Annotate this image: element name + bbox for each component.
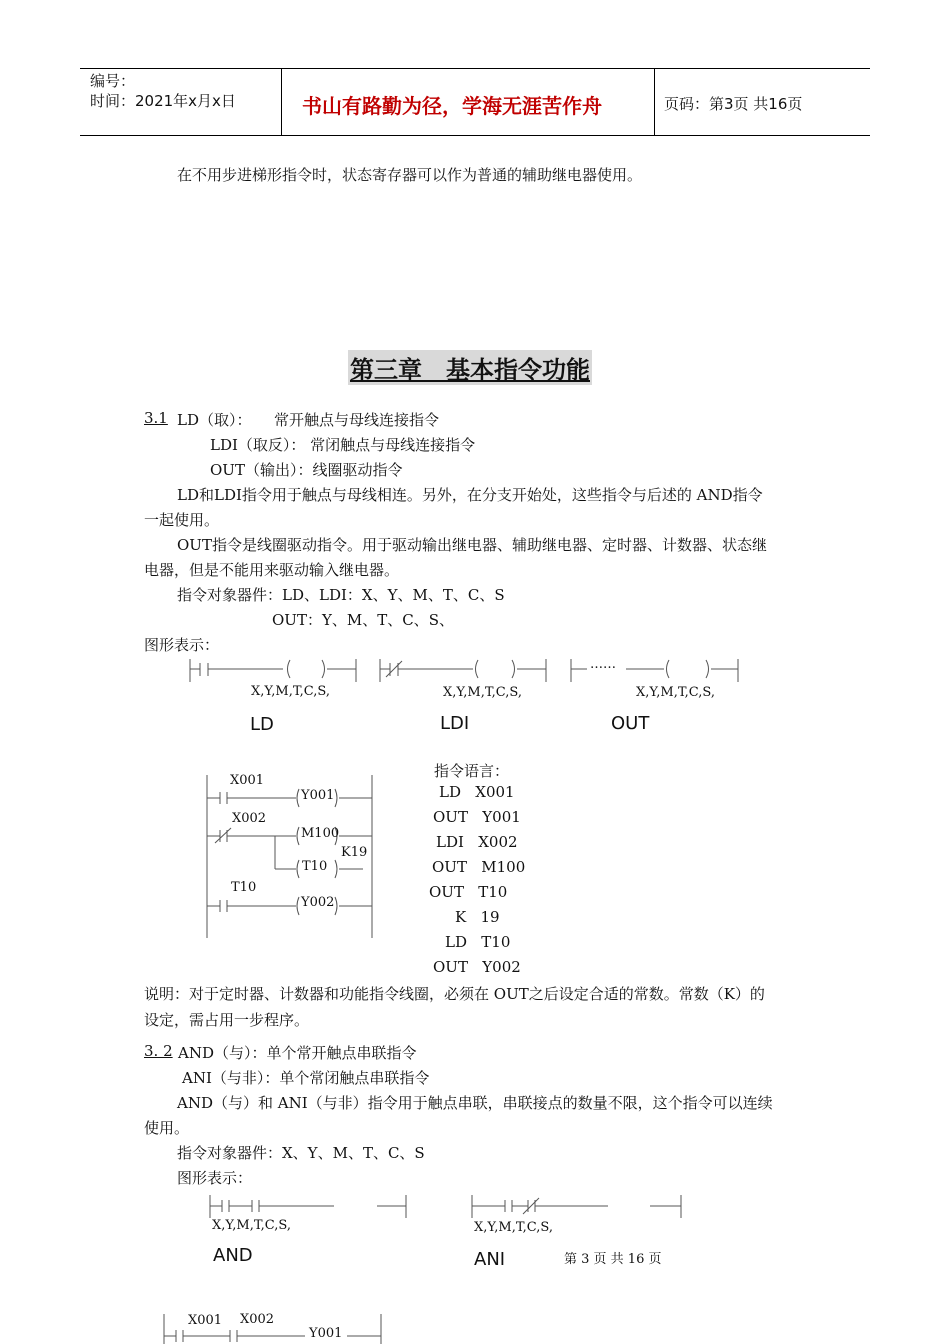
code-line: OUT Y001	[433, 808, 521, 826]
paragraph-ld-ldi-a: LD和LDI指令用于触点与母线相连。另外，在分支开始处，这些指令与后述的 AND指令	[177, 486, 763, 504]
ldi-symbol-name: LDI	[440, 713, 470, 734]
ani-symbol-label: X,Y,M,T,C,S,	[474, 1220, 553, 1235]
ld-symbol-name: LD	[250, 714, 274, 735]
ladder2-x002: X002	[240, 1312, 275, 1327]
and-symbol-label: X,Y,M,T,C,S,	[212, 1218, 291, 1233]
header-motto: 书山有路勤为径，学海无涯苦作舟	[302, 94, 602, 118]
paragraph-out-a: OUT指令是线圈驱动指令。用于驱动输出继电器、辅助继电器、定时器、计数器、状态继	[177, 536, 767, 554]
code-line: OUT Y002	[433, 958, 521, 976]
paragraph-and-ani-a: AND（与）和 ANI（与非）指令用于触点串联，串联接点的数量不限，这个指令可以连续	[177, 1094, 773, 1112]
section-3-1-ld: LD（取）： 常开触点与母线连接指令	[177, 411, 439, 429]
section-3-2-number: 3. 2	[144, 1042, 173, 1060]
ladder-y001: Y001	[301, 788, 335, 803]
ladder2-y001: Y001	[309, 1326, 343, 1341]
graphic-label-3-1: 图形表示：	[144, 636, 220, 654]
ladder-m100: M100	[301, 826, 340, 841]
note-b: 设定，需占用一步程序。	[144, 1011, 310, 1029]
section-3-2-and: AND（与）：单个常开触点串联指令	[178, 1044, 417, 1062]
header-time: 时间：2021年x月x日	[90, 92, 236, 110]
targets-out: OUT：Y、M、T、C、S、	[272, 611, 454, 629]
out-symbol-label: X,Y,M,T,C,S,	[636, 685, 715, 700]
ladder2-x001: X001	[188, 1313, 223, 1328]
paragraph-and-ani-b: 使用。	[144, 1119, 190, 1137]
ladder-t10: T10	[231, 880, 257, 895]
note-a: 说明：对于定时器、计数器和功能指令线圈，必须在 OUT之后设定合适的常数。常数（K）的	[144, 985, 765, 1003]
code-line: LD X001	[439, 783, 515, 801]
code-line: OUT T10	[429, 883, 508, 901]
ladder-t10-coil: T10	[302, 859, 328, 874]
section-3-1-ldi: LDI（取反）： 常闭触点与母线连接指令	[210, 436, 476, 454]
section-3-1-number: 3.1	[144, 409, 168, 427]
targets-and-ani: 指令对象器件：X、Y、M、T、C、S	[177, 1144, 425, 1162]
ladder-x002: X002	[232, 811, 267, 826]
paragraph-out-b: 电器，但是不能用来驱动输入继电器。	[144, 561, 400, 579]
ld-symbol-label: X,Y,M,T,C,S,	[251, 684, 330, 699]
header-number: 编号：	[90, 72, 136, 90]
out-symbol-dots: ……	[590, 657, 616, 672]
code-line: K 19	[455, 908, 500, 926]
out-symbol-name: OUT	[611, 713, 650, 734]
section-3-1-out: OUT（输出）：线圈驱动指令	[210, 461, 403, 479]
section-3-2-ani: ANI（与非）：单个常闭触点串联指令	[182, 1069, 430, 1087]
chapter-title: 第三章 基本指令功能	[348, 350, 592, 385]
ladder-y002: Y002	[301, 895, 335, 910]
intro-paragraph: 在不用步进梯形指令时，状态寄存器可以作为普通的辅助继电器使用。	[177, 166, 643, 184]
code-title: 指令语言：	[434, 762, 510, 780]
and-symbol-name: AND	[213, 1245, 253, 1266]
page-footer: 第 3 页 共 16 页	[564, 1252, 662, 1267]
code-line: OUT M100	[432, 858, 526, 876]
code-line: LDI X002	[436, 833, 518, 851]
ladder-k19: K19	[341, 845, 368, 860]
ani-symbol-name: ANI	[474, 1249, 506, 1270]
ldi-symbol-label: X,Y,M,T,C,S,	[443, 685, 522, 700]
targets-ld-ldi: 指令对象器件：LD、LDI：X、Y、M、T、C、S	[177, 586, 505, 604]
graphic-label-3-2: 图形表示：	[177, 1169, 253, 1187]
code-line: LD T10	[445, 933, 511, 951]
header-page: 页码：第3页 共16页	[664, 95, 803, 113]
ladder-x001: X001	[230, 773, 265, 788]
paragraph-ld-ldi-b: 一起使用。	[144, 511, 220, 529]
